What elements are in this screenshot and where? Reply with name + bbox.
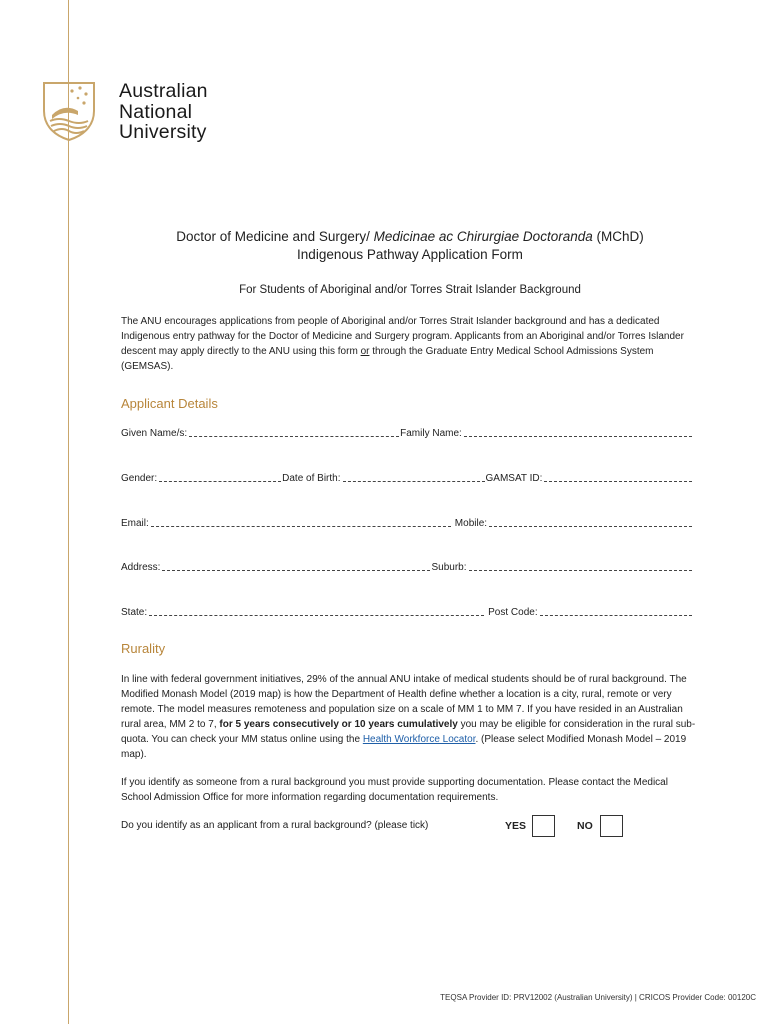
no-checkbox[interactable] [600, 815, 623, 837]
intro-paragraph [121, 314, 701, 374]
state-field[interactable] [149, 606, 484, 616]
row-names [121, 425, 693, 439]
applicant-details-heading: Applicant Details [121, 396, 218, 411]
margin-rule [68, 0, 69, 1024]
suburb-field[interactable] [469, 561, 693, 571]
dob-field[interactable] [343, 472, 485, 482]
rurality-bold: for 5 years consecutively or 10 years cumulatively [219, 719, 458, 730]
family-name-field[interactable] [464, 427, 692, 437]
state-label: State: [121, 607, 148, 618]
rurality-paragraph [121, 672, 701, 762]
title-latin: Medicinae ac Chirurgiae Doctoranda [373, 229, 593, 244]
rurality-text-1: In line with federal government initiatives, 29% of the annual ANU intake of medical students should be of rural background. The Modified Monash Model (2019 map) is how the Department of Health define whether a location is a city, rural, remote or very remote. The model measures remoteness and population size on a scale of MM 1 to MM 7. If you have resided in an Australian rural area, MM 2 to 7, [121, 674, 687, 730]
suburb-label: Suburb: [431, 562, 467, 573]
footer-provider-ids: TEQSA Provider ID: PRV12002 (Australian University) | CRICOS Provider Code: 00120C [440, 993, 756, 1002]
address-label: Address: [121, 562, 161, 573]
row-address [121, 559, 693, 573]
rural-question: Do you identify as an applicant from a rural background? (please tick) [121, 820, 429, 831]
yes-label: YES [505, 820, 527, 832]
address-field[interactable] [162, 561, 430, 571]
intro-text: The ANU encourages applications from people of Aboriginal and/or Torres Strait Islander background and has a dedicated Indigenous entry pathway for the Doctor of Medicine and Surgery program. Applicants from an Aboriginal and/or Torres Islander descent may apply directly to the ANU using this form [121, 316, 684, 357]
documentation-paragraph: If you identify as someone from a rural background you must provide supporting documentation. Please contact the Medical School Admission Office for more information regarding documentation requirements. [121, 777, 668, 803]
yes-checkbox[interactable] [532, 815, 555, 837]
intro-underlined: or [360, 346, 370, 357]
rurality-heading: Rurality [121, 641, 166, 656]
title-suffix: (MChD) [592, 229, 644, 244]
form-subtitle: For Students of Aboriginal and/or Torres Strait Islander Background [239, 284, 581, 296]
form-title-line2: Indigenous Pathway Application Form [297, 247, 523, 262]
postcode-field[interactable] [540, 606, 692, 616]
wordmark-line2: National [119, 100, 193, 123]
gamsat-field[interactable] [544, 472, 692, 482]
title-prefix: Doctor of Medicine and Surgery/ [176, 229, 374, 244]
family-name-label: Family Name: [400, 428, 462, 439]
email-field[interactable] [151, 517, 451, 527]
given-name-field[interactable] [189, 427, 399, 437]
email-label: Email: [121, 518, 149, 529]
gender-label: Gender: [121, 473, 158, 484]
anu-wordmark [119, 81, 208, 143]
anu-logo [42, 81, 232, 143]
dob-label: Date of Birth: [282, 473, 341, 484]
gender-field[interactable] [159, 472, 281, 482]
no-label: NO [577, 820, 593, 832]
mobile-field[interactable] [489, 517, 692, 527]
row-gender-dob [121, 470, 693, 484]
gamsat-label: GAMSAT ID: [485, 473, 543, 484]
intro-text-end: through the Graduate Entry Medical School Admissions System (GEMSAS). [121, 346, 654, 372]
mobile-label: Mobile: [454, 518, 488, 529]
anu-crest-icon [42, 81, 96, 141]
given-name-label: Given Name/s: [121, 428, 188, 439]
postcode-label: Post Code: [488, 607, 538, 618]
form-title [80, 227, 740, 246]
wordmark-line1: Australian [119, 80, 208, 102]
rurality-text-3: . (Please select Modified Monash Model – 2019 map). [121, 734, 687, 760]
rurality-text-2: you may be eligible for consideration in the rural sub-quota. You can check your MM status online using the [121, 719, 696, 745]
row-email [121, 515, 693, 529]
row-state [121, 604, 693, 618]
wordmark-line3: University [119, 121, 207, 143]
health-workforce-locator-link[interactable]: Health Workforce Locator [362, 734, 476, 745]
